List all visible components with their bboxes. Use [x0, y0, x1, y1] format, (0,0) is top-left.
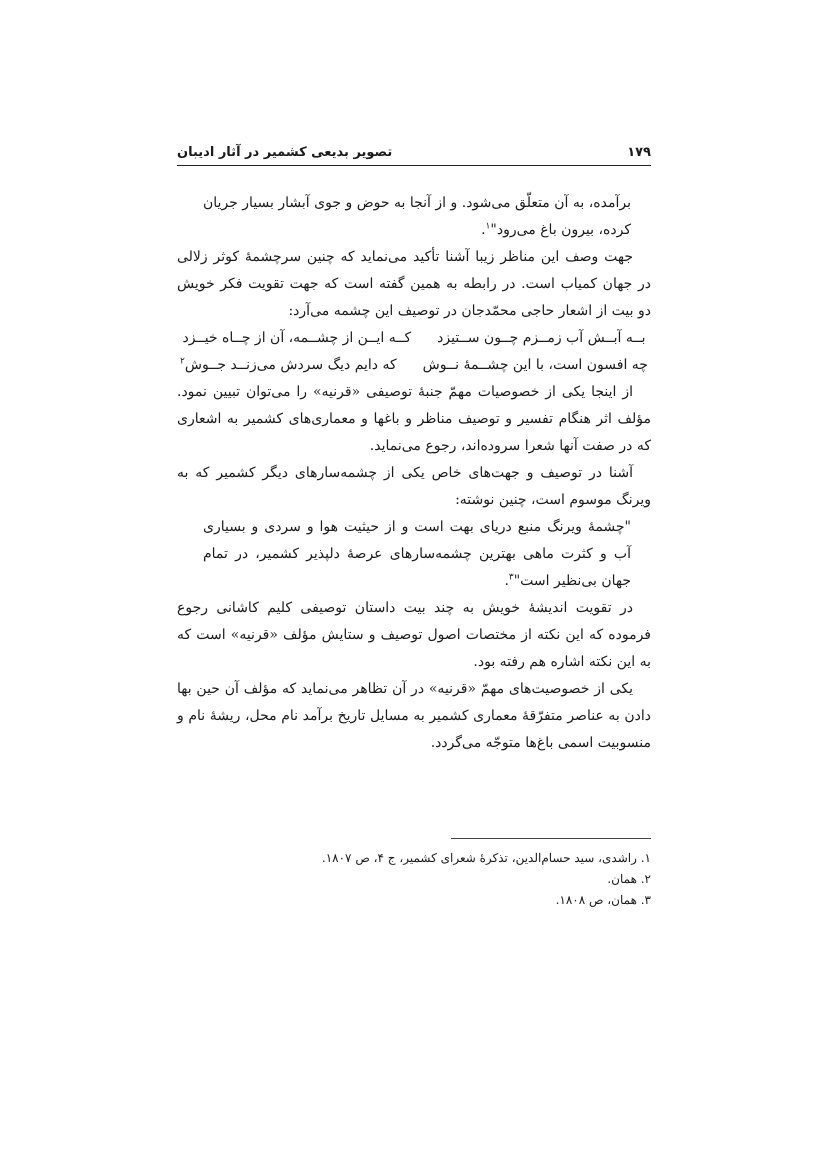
paragraph: آشنا در توصیف و جهت‌های خاص یکی از چشمه‌سارهای دیگر کشمیر که به ویرنگ موسوم است، چنین نوشته:	[177, 465, 651, 508]
running-header	[177, 143, 651, 166]
footnote-ref-2: ۲	[180, 356, 185, 367]
verse-hemistich: چه افسون است، با این چشــمهٔ نــوش	[422, 357, 648, 373]
page-number: ۱۷۹	[627, 145, 651, 160]
running-title: تصویر بدیعی کشمیر در آثار ادیبان	[177, 145, 393, 160]
paragraph: از اینجا یکی از خصوصیات مهمّ جنبهٔ توصیفی «قرنیه» را می‌توان تبیین نمود. مؤلف اثر هنگام تفسیر و توصیف مناظر و باغها و معماری‌های کشمیر به اشعاری که در صفت آنها شعرا سروده‌اند، رجوع می‌نماید.	[177, 384, 651, 454]
footnote-ref-1: ۱	[485, 221, 491, 232]
block-quote: "چشمهٔ ویرنگ منبع دریای بهت است و از حیثیت هوا و سردی و بسیاری آب و کثرت ماهی بهترین چشمه‌سارهای عرصهٔ دلپذیر کشمیر، در تمام جهان بی‌نظیر است"$^۳$.	[203, 519, 631, 589]
footnote: ۳. همان، ص ۱۸۰۸.	[555, 893, 651, 907]
verse-line	[177, 325, 651, 352]
paragraph: جهت وصف این مناظر زیبا آشنا تأکید می‌نماید که چنین سرچشمهٔ کوثر زلالی در جهان کمیاب است. در رابطه به همین گفته است که جهت تقویت فکر خویش دو بیت از اشعار حاجی محمّدجان در توصیف این چشمه می‌آرد:	[177, 249, 651, 319]
footnote-separator	[451, 838, 651, 839]
footnote: ۲. همان.	[607, 872, 651, 886]
verse-hemistich: که دایم دیگ سردش می‌زنــد جــوش$^۲$	[180, 356, 397, 373]
footnotes	[177, 848, 651, 911]
paragraph: یکی از خصوصیت‌های مهمّ «قرنیه» در آن تظاهر می‌نماید که مؤلف آن حین بها دادن به عناصر متفرّقهٔ معماری کشمیر به مسایل تاریخ برآمد نام محل، ریشهٔ نام و منسوبیت اسمی باغ‌ها متوجّه می‌گردد.	[177, 681, 651, 751]
footnote-ref-3: ۳	[508, 572, 514, 583]
verse-hemistich: بــه آبــش آب زمــزم چــون ســتیزد	[437, 330, 646, 346]
verse-line	[177, 352, 651, 379]
main-text	[177, 190, 651, 757]
footnote: ۱. راشدی، سید حسام‌الدین، تذکرهٔ شعرای کشمیر، ج ۴، ص ۱۸۰۷.	[321, 851, 651, 865]
paragraph-continuation: برآمده، به آن متعلّق می‌شود. و از آنجا به حوض و جوی آبشار بسیار جریان کرده، بیرون باغ می‌رود"$^۱$.	[203, 195, 631, 238]
verse-hemistich: کــه ایــن از چشــمه، آن از چــاه خیــزد	[182, 330, 412, 346]
paragraph: در تقویت اندیشهٔ خویش به چند بیت داستان توصیفی کلیم کاشانی رجوع فرموده که این نکته از مختصات اصول توصیف و ستایش مؤلف «قرنیه» است که به این نکته اشاره هم رفته بود.	[177, 600, 651, 670]
